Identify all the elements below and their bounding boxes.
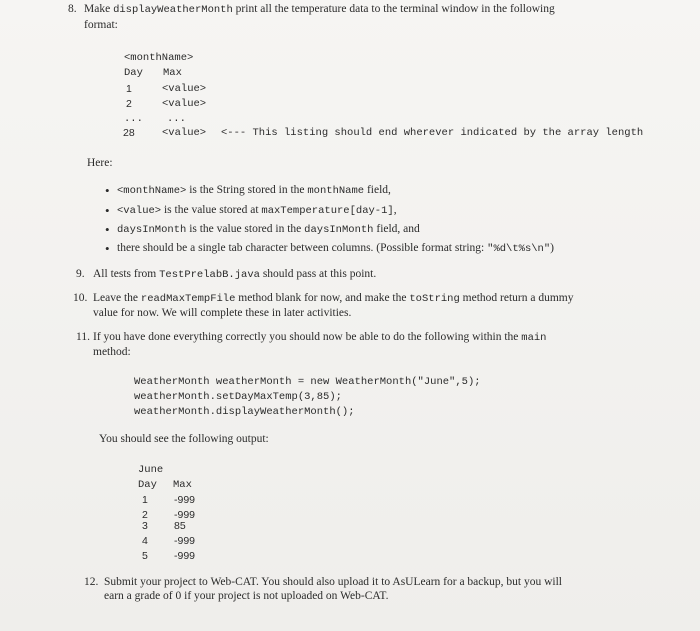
item-9-number: 9. <box>76 268 85 280</box>
item-9-text: All tests from TestPrelabB.java should pass at this point. <box>93 268 377 281</box>
format-ellipsis-value: ... <box>167 113 186 125</box>
bullet-2: • <value> is the value stored at maxTemperature[day-1], <box>117 204 397 217</box>
bullet-3: • daysInMonth is the value stored in the daysInMonth field, and <box>117 223 420 236</box>
item-10-line2: value for now. We will complete these in later activities. <box>93 307 352 319</box>
output-row-5-day: 5 <box>142 550 148 562</box>
item-10-number: 10. <box>73 292 88 304</box>
format-col-max: Max <box>163 67 182 79</box>
output-row-2-day: 2 <box>142 509 148 521</box>
output-row-2-max: -999 <box>174 509 196 521</box>
output-month: June <box>138 464 164 476</box>
bullet-1: • <monthName> is the String stored in the monthName field, <box>117 184 391 197</box>
item-10-line1: Leave the readMaxTempFile method blank for now, and make the toString method return a dummy <box>93 292 574 305</box>
format-row1-day: 1 <box>126 83 132 95</box>
format-note: <--- This listing should end wherever indicated by the array length <box>221 127 644 139</box>
output-row-5-max: -999 <box>174 550 196 562</box>
output-row-4-max: -999 <box>174 535 196 547</box>
output-row-3-day: 3 <box>142 520 148 532</box>
item-12-line2: earn a grade of 0 if your project is not uploaded on Web-CAT. <box>104 590 389 602</box>
output-row-1-day: 1 <box>142 494 148 506</box>
item-11-number: 11. <box>76 331 90 343</box>
output-row-1-max: -999 <box>174 494 196 506</box>
item-12-number: 12. <box>84 576 99 588</box>
bullet-4: • there should be a single tab character between columns. (Possible format string: "%d\t%s\n") <box>117 242 554 255</box>
output-row-4-day: 4 <box>142 535 148 547</box>
format-month-name: <monthName> <box>124 52 194 64</box>
format-row2-day: 2 <box>126 98 132 110</box>
output-col-day: Day <box>138 479 157 491</box>
item-11-line2: method: <box>93 346 131 358</box>
format-row3-day: 28 <box>123 127 135 139</box>
code-line-1: WeatherMonth weatherMonth = new WeatherMonth("June",5); <box>134 376 481 388</box>
format-ellipsis-day: ... <box>124 113 143 125</box>
format-row1-value: <value> <box>162 83 207 95</box>
format-row3-value: <value> <box>162 127 207 139</box>
output-row-3-max: 85 <box>174 520 186 532</box>
format-row2-value: <value> <box>162 98 207 110</box>
output-col-max: Max <box>173 479 192 491</box>
item-11-line1: If you have done everything correctly you should now be able to do the following within the main <box>93 331 547 344</box>
item-12-line1: Submit your project to Web-CAT. You should also upload it to AsULearn for a backup, but you will <box>104 576 562 588</box>
code-line-3: weatherMonth.displayWeatherMonth(); <box>134 406 355 418</box>
format-col-day: Day <box>124 67 143 79</box>
here-label: Here: <box>87 157 113 169</box>
code-line-2: weatherMonth.setDayMaxTemp(3,85); <box>134 391 342 403</box>
item-8-line2: format: <box>84 19 118 31</box>
item-8-line1: Make displayWeatherMonth print all the temperature data to the terminal window in the following <box>84 3 555 16</box>
output-intro: You should see the following output: <box>99 433 269 445</box>
item-8-number: 8. <box>68 3 77 15</box>
